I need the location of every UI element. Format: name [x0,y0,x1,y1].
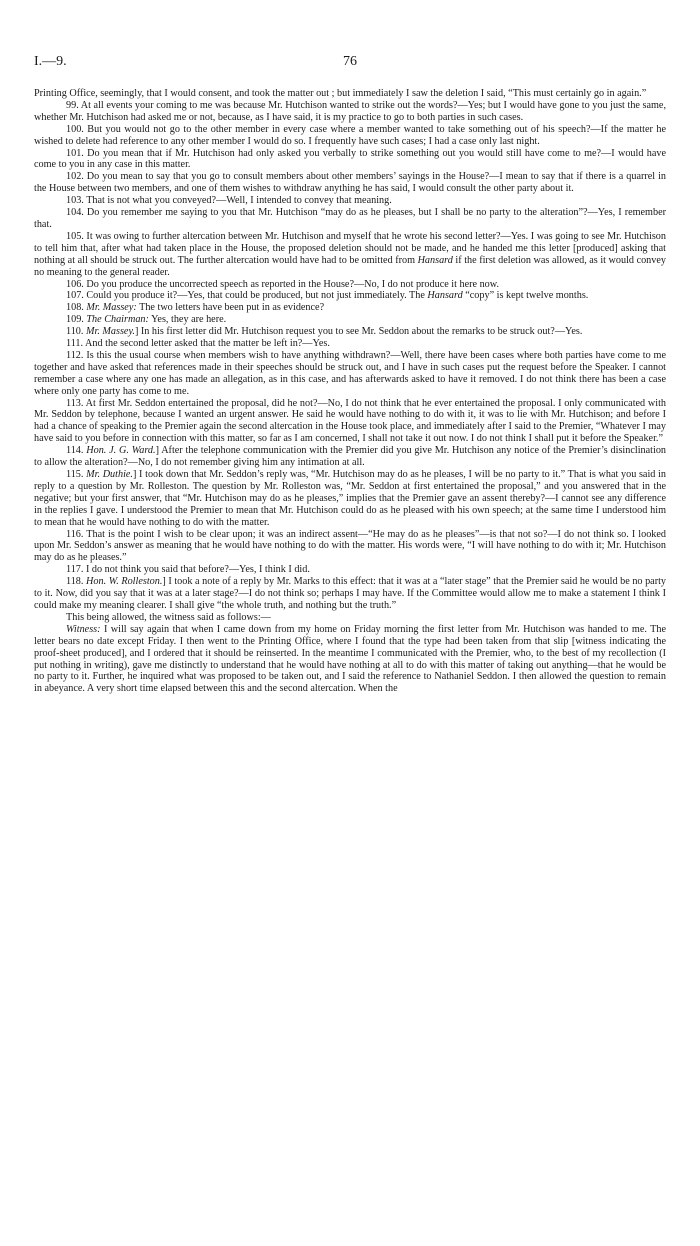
paragraph [34,338,666,350]
paragraph [34,207,666,231]
paragraph [34,171,666,195]
italic-run: Hon. J. G. Ward. [86,445,156,457]
page-number: 76 [343,54,357,69]
text-run: ] I took a note of a reply by Mr. Marks to this effect: that it was at a “later stage” that the Premier said he would be no party to it. Now, did you say that it was at a later stage?—I do not think so; perhaps I may have. If the Committee would allow me to make a statement I think I could make my meaning clearer. I shall give “the whole truth, and nothing but the truth.” [34,576,667,611]
italic-run: Hansard [427,290,463,302]
paragraph [34,326,666,338]
italic-run: Mr. Massey. [86,326,135,338]
paragraph [34,314,666,326]
text-run: if the first deletion was allowed, as it would convey no meaning to the general reader. [34,254,666,278]
text-run: 102. Do you mean to say that you go to consult members about other members’ sayings in the House?—I mean to say that if there is a quarrel in the House between two members, and one of them wishes to withdraw anything he has said, I would consult the other party about it. [34,171,666,195]
paragraph [34,148,666,172]
italic-run: Mr. Massey: [86,302,137,314]
text-run: 101. Do you mean that if Mr. Hutchison had only asked you verbally to strike something out you would still have come to me?—I would have come to you in any case in this matter. [34,147,666,171]
paragraph [34,445,666,469]
text-run: 106. Do you produce the uncorrected speech as reported in the House?—No, I do not produce it here now. [66,278,500,290]
text-run: 105. It was owing to further altercation between Mr. Hutchison and myself that he wrote his second letter?—Yes. I was going to see Mr. Hutchison to tell him that, after what had taken place in the House, the proposed deletion should not be made, and he handed me this letter [produced] asking that nothing at all should be struck out. The further altercation would have had to be omitted from [34,230,666,266]
paragraph [34,612,666,624]
paragraph [34,100,666,124]
text-run: 111. And the second letter asked that the matter be left in?—Yes. [66,338,330,350]
text-run: I will say again that when I came down from my home on Friday morning the first letter from Mr. Hutchison was handed to me. The letter bears no date except Friday. I then went to the Printing Office, where I found that the type had been taken from that slip [witness indicating the proof-sheet produced], and I ordered that it should be reinserted. In the meantime I communicated with the Premier, who, to the best of my recollection (I put nothing in writing), gave me distinctly to understand that he would have nothing at all to do with this matter of taking out anything—that he would be no party to it. Further, he inquired what was proposed to be taken out, and I said the reference to Nathaniel Seddon. I then allowed the question to remain in abeyance. A very short time elapsed between this and the second altercation. When the [34,623,666,695]
text-run: 100. But you would not go to the other member in every case where a member wanted to take something out of his speech?—If the matter he wished to delete had reference to any other member I would do so. I frequently have such cases; I had a case only last night. [34,123,666,147]
text-run: 115. [66,469,87,480]
text-run: 116. That is the point I wish to be clear upon; it was an indirect assent—“He may do as he pleases”—is that not so?—I do not think so. I looked upon Mr. Seddon’s answer as meaning that he would have nothing to do with the matter. His words were, “I will have nothing to do with it; Mr. Hutchison may do as he pleases.” [34,528,666,564]
italic-run: Witness: [66,623,101,635]
italic-run: Hansard [417,254,453,266]
text-run: 112. Is this the usual course when members wish to have anything withdrawn?—Well, there have been cases where both parties have come to me together and have asked that references made in their speeches should be struck out, and I have in such cases put the request before the Speaker. I cannot remember a case where any one has made an allegation, as in this case, and has afterwards asked to have it removed. I do not think there has been a case where only one party has come to me. [34,349,666,397]
text-run: 114. [66,445,87,457]
paragraph [34,564,666,576]
text-run: 103. That is not what you conveyed?—Well, I intended to convey that meaning. [66,195,392,207]
paragraph [34,124,666,148]
paragraph [34,279,666,291]
document-body [34,88,666,695]
paragraph [34,529,666,565]
paragraph [34,88,666,100]
text-run: “copy” is kept twelve months. [462,290,589,302]
paragraph [34,576,666,612]
text-run: 109. [66,314,87,326]
page-header [34,54,666,72]
text-run: The two letters have been put in as evidence? [136,302,325,314]
text-run: 118. [66,576,87,588]
paragraph [34,231,666,279]
text-run: 107. Could you produce it?—Yes, that could be produced, but not just immediately. The [66,290,428,302]
text-run: This being allowed, the witness said as follows:— [66,611,271,623]
text-run: 99. At all events your coming to me was because Mr. Hutchison wanted to strike out the words?—Yes; but I would have gone to you just the same, whether Mr. Hutchison had asked me or not, because, as I have said, it is my practice to go to both parties in such cases. [34,99,666,123]
italic-run: Mr. Duthie. [86,469,133,480]
text-run: Yes, they are here. [148,314,227,326]
text-run: ] After the telephone communication with the Premier did you give Mr. Hutchison any notice of the Premier’s disinclination to allow the alteration?—No, I do not remember giving him any intimation at all. [34,445,667,469]
document-reference: I.—9. [34,54,67,69]
paragraph [34,624,666,695]
text-run: 104. Do you remember me saying to you that Mr. Hutchison “may do as he pleases, but I shall be no party to the alteration”?—Yes, I remember that. [34,207,666,230]
text-run: 113. At first Mr. Seddon entertained the proposal, did he not?—No, I do not think that he ever entertained the proposal. I only communicated with Mr. Seddon by telephone, because I wanted an urgent answer. He said he would have nothing to do with it, it was to lie with Mr. Hutchison; and before I had a chance of speaking to the Premier again the second altercation in the House took place, and immediately after I said to the Premier, “Whatever I may have said to you before in connection with this matter, so far as I am concerned, I shall not take it out now. I do not think I shall put it before the Speaker.” [34,397,666,445]
paragraph [34,398,666,446]
paragraph [34,469,666,529]
text-run: 117. I do not think you said that before?—Yes, I think I did. [66,564,310,576]
paragraph [34,290,666,302]
text-run: 108. [66,302,87,314]
italic-run: The Chairman: [86,314,149,326]
paragraph [34,302,666,314]
text-run: ] I took down that Mr. Seddon’s reply was, “Mr. Hutchison may do as he pleases, I will be no party to it.” That is what you said in reply to a question by Mr. Rolleston. The question by Mr. Rolleston was, “Mr. Seddon at first entertained the proposal,” and you answered that in the negative; but your first answer, that “Mr. Hutchison may do as he pleases,” implies that the Premier gave an assent thereby?—I cannot see any difference in the replies I gave. I understood the Premier to mean that Mr. Hutchison could do as he pleased with his own speech; at the same time I understood him to mean that he would have nothing to do with the matter. [34,469,666,528]
paragraph [34,195,666,207]
italic-run: Hon. W. Rolleston. [86,576,163,588]
text-run: Printing Office, seemingly, that I would consent, and took the matter out ; but immediately I saw the deletion I said, “This must certainly go in again.” [34,88,647,99]
paragraph [34,350,666,398]
text-run: 110. [66,326,86,338]
text-run: ] In his first letter did Mr. Hutchison request you to see Mr. Seddon about the remarks to be struck out?—Yes. [134,326,583,338]
